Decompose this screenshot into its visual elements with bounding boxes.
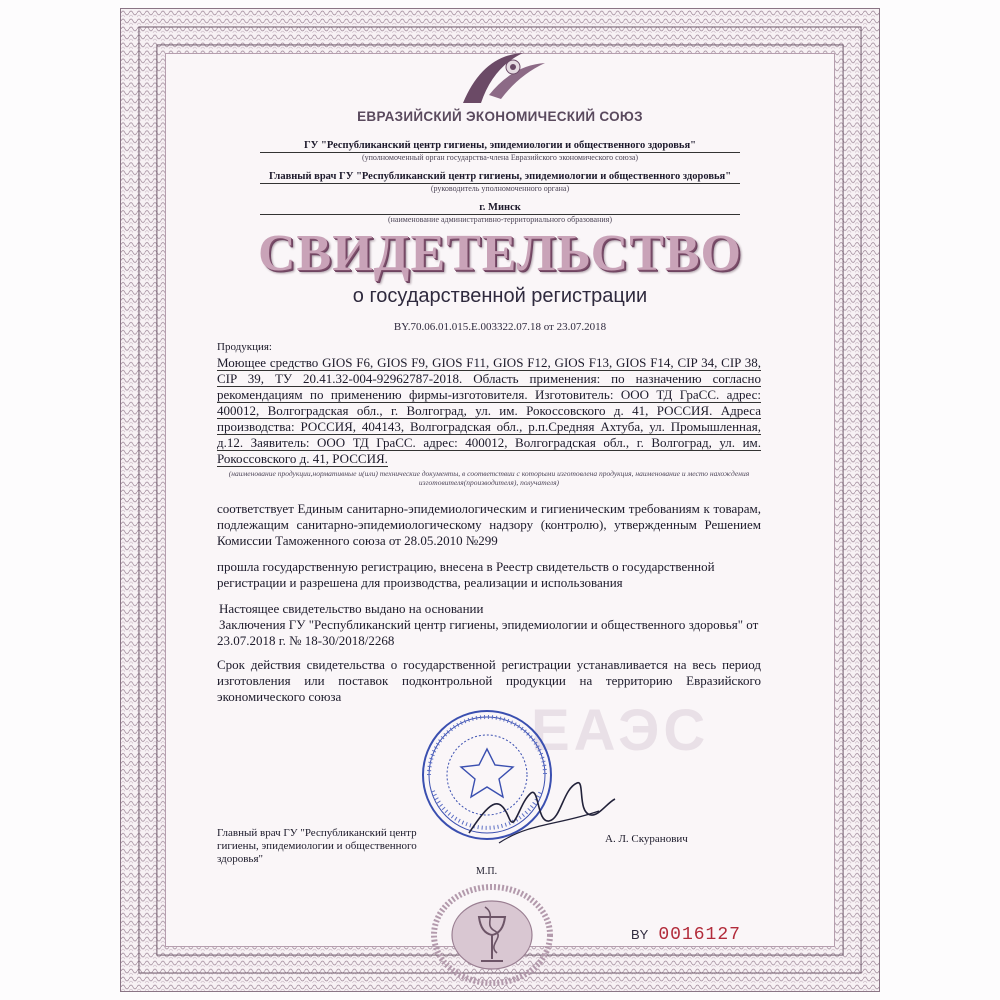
handwritten-signature: [459, 763, 619, 853]
city-note: (наименование административно-территориального образования): [387, 215, 612, 224]
city: г. Минск: [260, 202, 740, 215]
basis-text: Заключения ГУ "Республиканский центр гигиены, эпидемиологии и общественного здоровья" от 23.07.2018 г. № 18-30/2018/2268: [217, 617, 759, 648]
authority-head: Главный врач ГУ "Республиканский центр гигиены, эпидемиологии и общественного здоровья": [260, 171, 740, 184]
certificate-sheet: [120, 8, 880, 992]
registration-paragraph: прошла государственную регистрацию, внесена в Реестр свидетельств о государственной регистрации и разрешена для производства, реализации и использования: [217, 559, 715, 590]
product-label: Продукция:: [217, 341, 272, 353]
header-lines: [121, 135, 879, 228]
medical-emblem-icon: [427, 877, 557, 987]
authority-org-note: (уполномоченный орган государства-члена Евразийского экономического союза): [361, 153, 639, 162]
product-note: (наименование продукции,нормативные и(или) технические документы, в соответствии с которыми изготовлена продукция, наименование и место нахождения изготовителя(производителя), получателя): [228, 469, 750, 487]
serial-number: [631, 925, 741, 945]
product-text: Моющее средство GIOS F6, GIOS F9, GIOS F11, GIOS F12, GIOS F13, GIOS F14, CIP 34, CIP 38, CIP 39, ТУ 20.41.32-004-92962787-2018. Область применения: по назначению согласно рекомендациям по применению фирмы-изготовителя. Изготовитель: ООО ТД ГраСС. адрес: 400012, Волгоградская обл., г. Волгоград, ул. им. Рокоссовского д. 41, РОССИЯ. Адреса производства: РОССИЯ, 404143, Волгоградская обл., р.п.Средняя Ахтуба, ул. Промышленная, д.12. Заявитель: ООО ТД ГраСС. адрес: 400012, Волгоградская обл., г. Волгоград, ул. им. Рокоссовского д. 41, РОССИЯ.: [217, 355, 761, 466]
compliance-paragraph: соответствует Единым санитарно-эпидемиологическим и гигиеническим требованиям к товарам, подлежащим санитарно-эпидемиологическому надзору (контролю), утвержденным Решением Комиссии Таможенного союза от 28.05.2010 №299: [217, 501, 761, 548]
eaeu-logo-icon: [453, 45, 549, 109]
registration-number: BY.70.06.01.015.E.003322.07.18 от 23.07.2018: [393, 321, 607, 333]
basis-lead: Настоящее свидетельство выдано на основании: [219, 601, 484, 616]
serial-digits: 0016127: [658, 925, 741, 945]
serial-prefix: BY: [631, 927, 649, 942]
union-name: ЕВРАЗИЙСКИЙ ЭКОНОМИЧЕСКИЙ СОЮЗ: [357, 109, 643, 124]
document-subtitle: о государственной регистрации: [352, 285, 648, 307]
authority-org: ГУ "Республиканский центр гигиены, эпидемиологии и общественного здоровья": [260, 140, 740, 153]
signatory-name: А. Л. Скуранович: [605, 833, 688, 845]
authority-head-note: (руководитель уполномоченного органа): [430, 184, 570, 193]
seal-place-mark: М.П.: [476, 866, 498, 877]
basis-paragraph: [217, 601, 761, 649]
validity-paragraph: Срок действия свидетельства о государственной регистрации устанавливается на весь период изготовления или поставок подконтрольной продукции на территорию Евразийского экономического союза: [217, 657, 761, 704]
document-title: СВИДЕТЕЛЬСТВО: [257, 225, 743, 282]
watermark-text: ЕАЭС: [531, 698, 710, 763]
product-description: [217, 355, 761, 467]
signatory-position: Главный врач ГУ "Республиканский центр гигиены, эпидемиологии и общественного здоровья": [217, 827, 417, 865]
